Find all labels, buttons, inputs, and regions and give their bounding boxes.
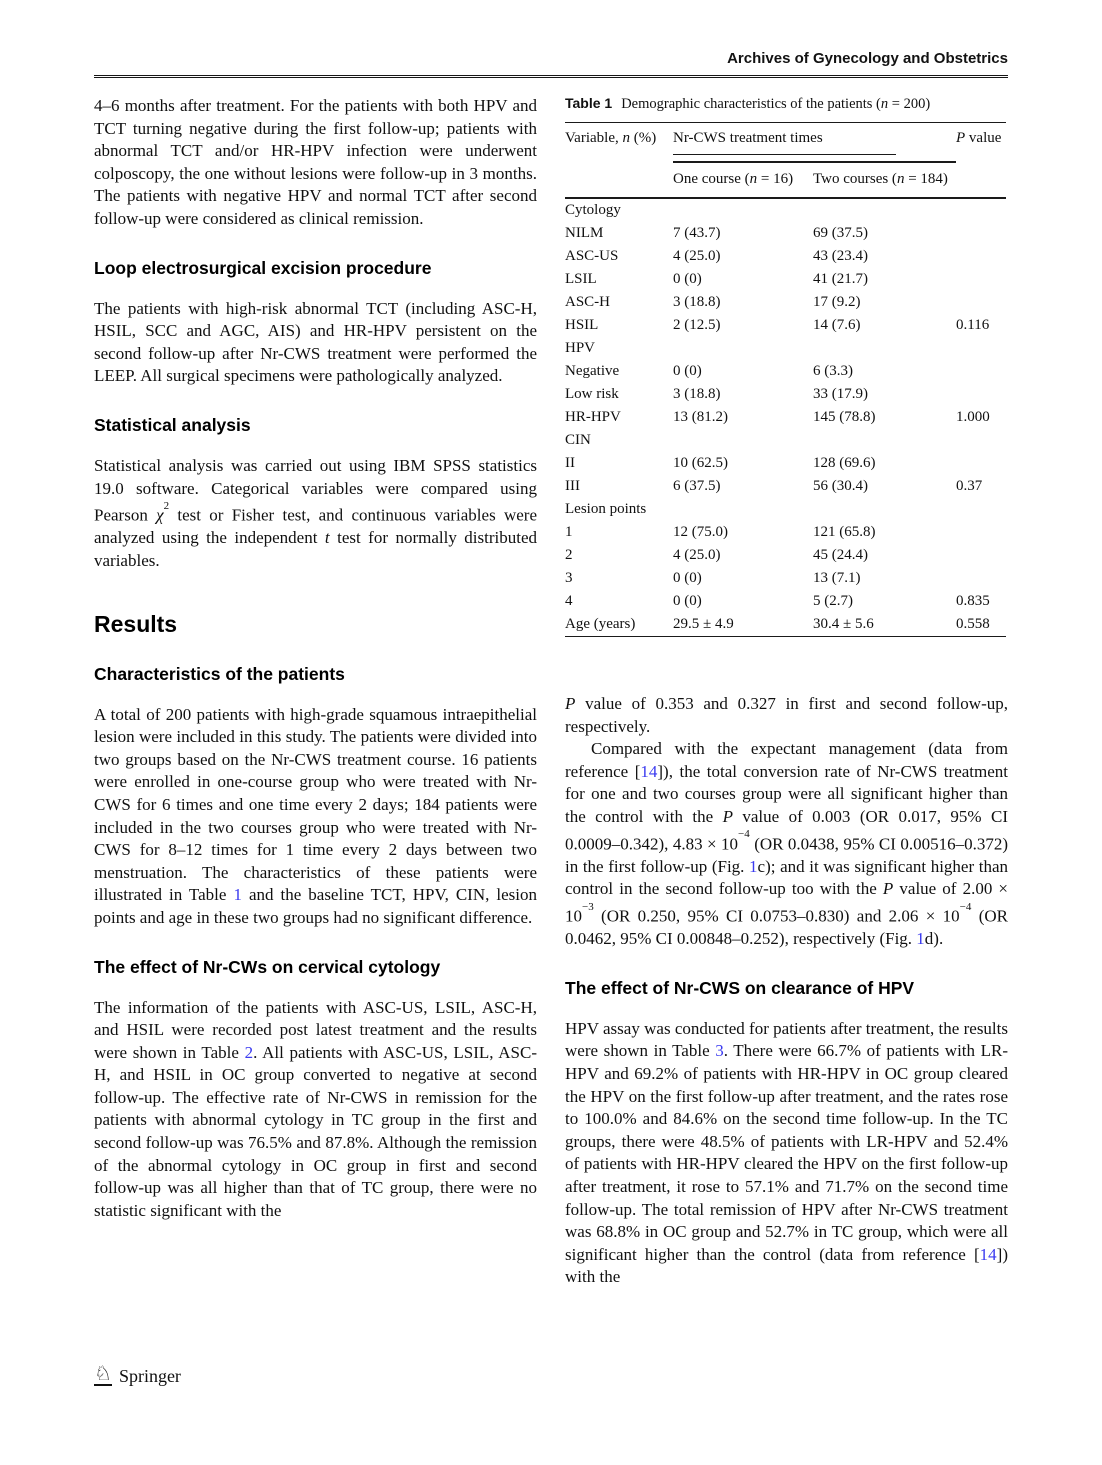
- table-cell: 12 (75.0): [673, 524, 728, 540]
- ref-link[interactable]: 3: [715, 1041, 724, 1061]
- text-segment: A total of 200 patients with high-grade squamous intraepithelial lesion were included in this study. The patients were divided into two groups based on the Nr-CWS treatment course. 16 patients were enrolled in one-course group who were treated with Nr-CWS for 6 times and one time every 2 days; 184 patients were included in the two courses group who were treated with Nr-CWS for 8–12 times for 1 time every 2 days between two menstruation. The characteristics of these patients were illustrated in Table: [94, 704, 537, 905]
- table-cell: [956, 429, 1006, 452]
- table-row: [565, 429, 1006, 452]
- table-row: [565, 452, 1006, 475]
- table-cell: Lesion points: [565, 501, 647, 517]
- text-segment: P: [565, 694, 576, 713]
- treatment-times-span: Nr-CWS treatment times: [673, 129, 896, 155]
- text-segment: . There were 66.7% of patients with LR-HPV and 69.2% of patients with HR-HPV in OC group cleared the HPV on the first follow-up after treatment, and the rates rose to 100.0% and 84.6% on the second time follow-up. In the TC groups, there were 48.5% of patients with LR-HPV and 52.4% of patients with HR-HPV cleared the HPV on the first follow-up after treatment, it rose to 57.1% and 71.7% on the second time follow-up. The total remission of HPV after Nr-CWS treatment was 68.8% in OC group and 52.7% in TC group, which were all significant higher than the control (data from reference [: [565, 1041, 1008, 1264]
- column-header-two-courses: [813, 162, 956, 198]
- table-row: [565, 544, 1006, 567]
- ref-link[interactable]: 2: [244, 1042, 254, 1062]
- table-cell: 45 (24.4): [813, 547, 868, 563]
- table-cell: 1.000: [956, 409, 990, 425]
- text-segment: (%): [629, 130, 657, 146]
- text-segment: = 200): [888, 96, 931, 112]
- table-row: [565, 406, 1006, 429]
- text-segment: value of 2.00 × 10: [565, 879, 1008, 926]
- table-cell: 29.5 ± 4.9: [673, 616, 734, 632]
- text-segment: The patients with high-risk abnormal TCT (including ASC-H, HSIL, SCC and AGC, AIS) and HR-HPV persistent on the second follow-up after Nr-CWS treatment were performed the LEEP. All surgical specimens were pathologically analyzed.: [94, 298, 537, 386]
- table-cell: [673, 498, 813, 521]
- superscript: −4: [738, 828, 750, 841]
- table-cell: Age (years): [565, 616, 636, 632]
- section-heading-characteristics: Characteristics of the patients: [94, 663, 345, 684]
- text-segment: n: [622, 130, 630, 146]
- table-row: [565, 383, 1006, 406]
- paragraph-statistical-analysis: [94, 455, 537, 573]
- table-cell: HR-HPV: [565, 409, 621, 425]
- table-cell: III: [565, 478, 580, 494]
- table-cell: 0.835: [956, 593, 990, 609]
- ref-link[interactable]: 1: [749, 856, 758, 876]
- ref-link[interactable]: 1: [916, 929, 925, 949]
- table-cell: [956, 544, 1006, 567]
- table-cell: Negative: [565, 363, 620, 379]
- table-cell: 0 (0): [673, 593, 702, 609]
- table-cell: [956, 567, 1006, 590]
- superscript: −4: [959, 900, 972, 913]
- paragraph-leep: [94, 298, 537, 388]
- table-cell: 2 (12.5): [673, 317, 721, 333]
- table-cell: ASC-US: [565, 248, 619, 264]
- text-segment: d).: [924, 929, 944, 949]
- text-segment: Two courses (: [813, 171, 897, 187]
- table-cell: 3: [565, 570, 573, 586]
- text-segment: P: [882, 879, 894, 899]
- table-cell: 0.116: [956, 317, 990, 333]
- table-row: [565, 222, 1006, 245]
- table-cell: 0 (0): [673, 570, 702, 586]
- text-segment: HPV assay was conducted for patients after treatment, the results were shown in Table: [565, 1018, 1008, 1061]
- table-cell: Low risk: [565, 386, 619, 402]
- text-segment: n: [880, 96, 889, 112]
- table-cell: 14 (7.6): [813, 317, 861, 333]
- text-segment: ]) with the: [565, 1244, 1008, 1287]
- table-cell: 4 (25.0): [673, 547, 721, 563]
- table-cell: [813, 198, 956, 222]
- column-header-treatment-times: [673, 123, 956, 163]
- text-segment: Statistical analysis was carried out using IBM SPSS statistics 19.0 software. Categorical variables were compared using Pearson: [94, 455, 537, 525]
- table-cell: HPV: [565, 340, 596, 356]
- table-cell: [956, 268, 1006, 291]
- table-cell: [673, 337, 813, 360]
- text-segment: test for normally distributed variables.: [94, 528, 537, 570]
- table-cell: 145 (78.8): [813, 409, 876, 425]
- section-heading-cytology-effect: The effect of Nr-CWs on cervical cytology: [94, 956, 441, 977]
- table-cell: 128 (69.6): [813, 455, 876, 471]
- table-row: [565, 198, 1006, 222]
- column-header-variable: [565, 123, 673, 199]
- table-cell: 1: [565, 524, 573, 540]
- table-1-block: [565, 95, 1006, 637]
- table-cell: LSIL: [565, 271, 597, 287]
- table-cell: [956, 337, 1006, 360]
- table-row: [565, 475, 1006, 498]
- table-row: [565, 314, 1006, 337]
- column-header-one-course: [673, 162, 813, 198]
- table-1: [565, 122, 1006, 637]
- section-heading-hpv-clearance: The effect of Nr-CWS on clearance of HPV: [565, 977, 915, 998]
- text-segment: ]), the total conversion rate of Nr-CWS treatment for one and two courses group were all significant higher than the control with the: [565, 761, 1009, 826]
- section-heading-leep: Loop electrosurgical excision procedure: [94, 257, 432, 278]
- text-segment: Variable,: [565, 130, 623, 146]
- text-segment: test or Fisher test, and continuous variables were analyzed using the independent: [94, 505, 537, 548]
- paragraph-characteristics: [94, 704, 537, 930]
- table-cell: 4 (25.0): [673, 248, 721, 264]
- publisher-name: Springer: [118, 1366, 181, 1386]
- table-cell: [956, 222, 1006, 245]
- table-cell: 13 (81.2): [673, 409, 728, 425]
- ref-link[interactable]: 1: [233, 885, 242, 905]
- table-cell: 3 (18.8): [673, 386, 721, 402]
- text-segment: The information of the patients with ASC-US, LSIL, ASC-H, and HSIL were recorded post latest treatment and the results were shown in Table: [94, 997, 537, 1062]
- table-cell: 5 (2.7): [813, 593, 853, 609]
- text-segment: χ: [156, 505, 164, 525]
- table-row: [565, 567, 1006, 590]
- text-segment: value: [965, 130, 1002, 146]
- table-cell: 56 (30.4): [813, 478, 868, 494]
- text-segment: P: [956, 130, 966, 146]
- table-cell: 121 (65.8): [813, 524, 876, 540]
- table-1-body: [565, 198, 1006, 637]
- table-cell: 6 (3.3): [813, 363, 853, 379]
- text-segment: Demographic characteristics of the patients (: [621, 96, 881, 112]
- text-segment: and the baseline TCT, HPV, CIN, lesion points and age in these two groups had no significant difference.: [94, 885, 537, 927]
- table-cell: 30.4 ± 5.6: [813, 616, 874, 632]
- table-cell: 43 (23.4): [813, 248, 868, 264]
- text-segment: (OR 0.0438, 95% CI 0.00516–0.372) in the first follow-up (Fig.: [565, 834, 1009, 876]
- text-segment: (OR 0.250, 95% CI 0.0753–0.830) and 2.06 × 10: [593, 906, 960, 926]
- table-cell: Cytology: [565, 202, 621, 218]
- table-cell: II: [565, 455, 575, 471]
- table-header-row: [565, 123, 1006, 163]
- left-column: [94, 95, 537, 1289]
- table-cell: [956, 498, 1006, 521]
- table-row: [565, 590, 1006, 613]
- table-cell: NILM: [565, 225, 604, 241]
- text-segment: One course (: [673, 171, 750, 187]
- paragraph-hpv-clearance: [565, 1018, 1008, 1289]
- table-cell: ASC-H: [565, 294, 611, 310]
- header-rule: [94, 75, 1008, 78]
- table-cell: 0 (0): [673, 271, 702, 287]
- table-cell: 4: [565, 593, 573, 609]
- table-cell: CIN: [565, 432, 591, 448]
- table-row: [565, 360, 1006, 383]
- table-cell: [813, 429, 956, 452]
- text-segment: value of 0.353 and 0.327 in first and second follow-up, respectively.: [565, 694, 1008, 736]
- superscript: −3: [582, 900, 594, 913]
- section-heading-statistical-analysis: Statistical analysis: [94, 414, 251, 435]
- table-cell: [813, 498, 956, 521]
- table-row: [565, 498, 1006, 521]
- paragraph-cytology-effect: [94, 997, 537, 1223]
- text-segment: (OR 0.0462, 95% CI 0.00848–0.252), respectively (Fig.: [565, 906, 1008, 949]
- table-row: [565, 291, 1006, 314]
- paragraph-follow-up-protocol: [94, 95, 537, 231]
- table-cell: [956, 383, 1006, 406]
- text-segment: n: [749, 171, 758, 187]
- journal-name: Archives of Gynecology and Obstetrics: [727, 50, 1008, 67]
- table-cell: [956, 360, 1006, 383]
- results-heading: Results: [94, 610, 178, 637]
- table-row: [565, 245, 1006, 268]
- text-segment: 4–6 months after treatment. For the patients with both HPV and TCT turning negative during the first follow-up; patients with abnormal TCT and/or HR-HPV infection were underwent colposcopy, the one without lesions were follow-up in 3 months. The patients with negative HPV and normal TCT after second follow-up were considered as clinical remission.: [94, 96, 537, 228]
- table-row: [565, 268, 1006, 291]
- superscript: 2: [163, 499, 170, 512]
- table-cell: HSIL: [565, 317, 599, 333]
- ref-link[interactable]: 14: [640, 761, 658, 781]
- two-column-layout: [94, 95, 1008, 1289]
- table-cell: [813, 337, 956, 360]
- table-cell: 0.558: [956, 616, 990, 632]
- right-column: [565, 95, 1008, 1289]
- table-cell: 3 (18.8): [673, 294, 721, 310]
- table-cell: [956, 198, 1006, 222]
- ref-link[interactable]: 14: [979, 1244, 997, 1264]
- table-cell: 2: [565, 547, 573, 563]
- table-1-caption: [565, 95, 1006, 113]
- text-segment: t: [324, 528, 330, 548]
- table-1-label: Table 1: [565, 95, 613, 111]
- text-segment: n: [896, 171, 905, 187]
- text-segment: value of 0.003 (OR 0.017, 95% CI 0.0009–0.342), 4.83 × 10: [565, 806, 1008, 854]
- table-1-caption-text: [621, 96, 930, 112]
- table-row: [565, 521, 1006, 544]
- publisher-footer: [94, 1363, 181, 1386]
- text-segment: = 16): [757, 171, 794, 187]
- paragraph-expectant-management: [565, 738, 1008, 951]
- text-segment: c); and it was significant higher than control in the second follow-up too with the: [565, 856, 1008, 899]
- text-segment: P: [722, 806, 733, 826]
- text-segment: = 184): [904, 171, 948, 187]
- springer-logo-icon: ♘: [94, 1361, 112, 1385]
- table-cell: 33 (17.9): [813, 386, 868, 402]
- table-cell: 10 (62.5): [673, 455, 728, 471]
- table-cell: 6 (37.5): [673, 478, 721, 494]
- table-cell: [673, 429, 813, 452]
- table-cell: [673, 198, 813, 222]
- table-cell: 17 (9.2): [813, 294, 861, 310]
- table-cell: [956, 245, 1006, 268]
- text-segment: Compared with the expectant management (data from reference [: [565, 739, 1008, 781]
- table-row: [565, 337, 1006, 360]
- paragraph-p-value-continuation: [565, 693, 1008, 738]
- table-cell: 0.37: [956, 478, 983, 494]
- table-cell: 69 (37.5): [813, 225, 868, 241]
- table-cell: [956, 452, 1006, 475]
- text-segment: . All patients with ASC-US, LSIL, ASC-H, and HSIL in OC group converted to negative at second follow-up. The effective rate of Nr-CWS in remission for the patients with abnormal cytology in TC group in the first and second follow-up was 76.5% and 87.8%. Although the remission of the abnormal cytology in OC group in first and second follow-up was all higher than that of TC group, there were no statistic significant with the: [94, 1042, 537, 1220]
- table-cell: 13 (7.1): [813, 570, 861, 586]
- table-1-header: [565, 123, 1006, 199]
- table-cell: 41 (21.7): [813, 271, 868, 287]
- table-cell: 0 (0): [673, 363, 702, 379]
- table-cell: [956, 291, 1006, 314]
- column-header-p-value: [956, 123, 1006, 199]
- table-cell: [956, 521, 1006, 544]
- table-cell: 7 (43.7): [673, 225, 721, 241]
- table-row: [565, 613, 1006, 637]
